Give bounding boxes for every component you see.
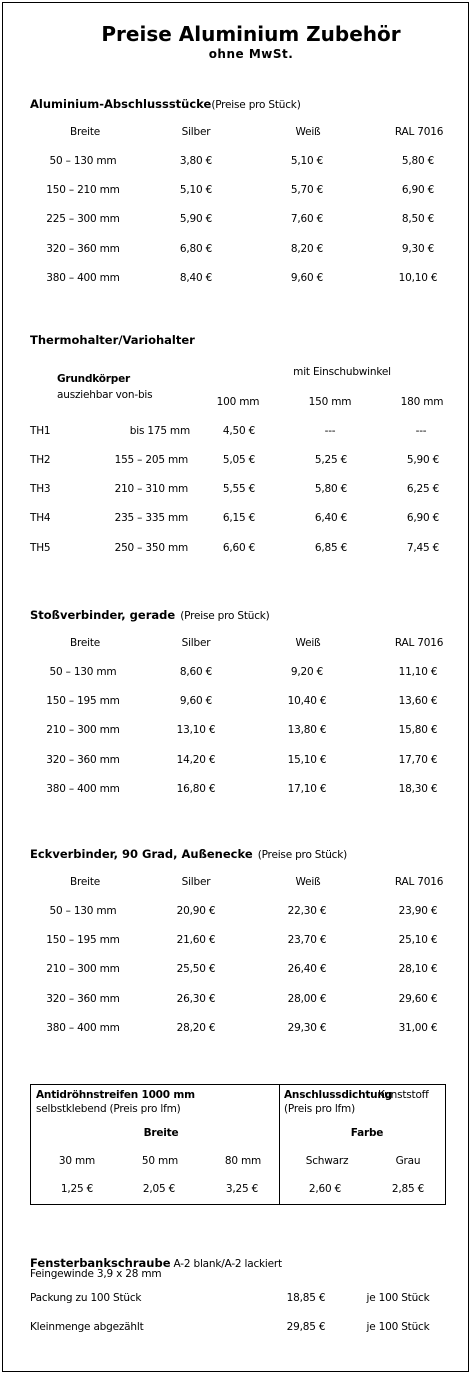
thermo-einschub-label: mit Einschubwinkel xyxy=(293,366,391,378)
table-cell: 9,60 € xyxy=(179,695,213,707)
dichtung-price: 2,85 € xyxy=(391,1183,425,1195)
table-cell: 8,50 € xyxy=(401,213,435,225)
table-cell: 320 – 360 mm xyxy=(46,754,120,766)
table-cell: 23,90 € xyxy=(398,905,438,917)
antidroehn-price: 3,25 € xyxy=(225,1183,259,1195)
dichtung-col: Schwarz xyxy=(305,1155,349,1167)
table-cell: 320 – 360 mm xyxy=(46,993,120,1005)
table-cell: 17,70 € xyxy=(398,754,438,766)
table-cell: 210 – 300 mm xyxy=(46,724,120,736)
col-header-breite: Breite xyxy=(69,876,101,888)
thermo-col-100: 100 mm xyxy=(216,396,260,408)
box-divider xyxy=(279,1084,280,1205)
table-cell: 225 – 300 mm xyxy=(46,213,120,225)
table-cell: 28,00 € xyxy=(287,993,327,1005)
table-cell: 250 – 350 mm xyxy=(114,542,188,554)
col-header-silber: Silber xyxy=(181,637,211,649)
table-cell: 6,90 € xyxy=(406,512,440,524)
table-cell: 235 – 335 mm xyxy=(114,512,188,524)
table-cell: 31,00 € xyxy=(398,1022,438,1034)
schraube-row-label: Packung zu 100 Stück xyxy=(30,1292,142,1304)
table-cell: 17,10 € xyxy=(287,783,327,795)
table-cell: 8,40 € xyxy=(179,272,213,284)
antidroehn-price: 2,05 € xyxy=(142,1183,176,1195)
table-cell: 8,60 € xyxy=(179,666,213,678)
table-cell: 18,30 € xyxy=(398,783,438,795)
page-subtitle: ohne MwSt. xyxy=(208,47,294,61)
table-cell: 29,60 € xyxy=(398,993,438,1005)
section-note: (Preise pro Stück) xyxy=(180,610,270,622)
dichtung-price: 2,60 € xyxy=(308,1183,342,1195)
table-cell: 5,70 € xyxy=(290,184,324,196)
table-cell: 9,60 € xyxy=(290,272,324,284)
dichtung-kunststoff: Kunststoff xyxy=(378,1089,429,1101)
table-cell: 26,30 € xyxy=(176,993,216,1005)
table-cell: 50 – 130 mm xyxy=(49,905,117,917)
table-cell: 210 – 300 mm xyxy=(46,963,120,975)
table-cell: 380 – 400 mm xyxy=(46,272,120,284)
section-eck-heading xyxy=(30,843,347,862)
table-cell: 6,25 € xyxy=(406,483,440,495)
table-cell: 13,60 € xyxy=(398,695,438,707)
antidroehn-col: 30 mm xyxy=(58,1155,96,1167)
antidroehn-price: 1,25 € xyxy=(60,1183,94,1195)
table-cell: bis 175 mm xyxy=(129,425,190,437)
table-cell: 210 – 310 mm xyxy=(114,483,188,495)
table-cell: TH5 xyxy=(30,542,51,554)
table-cell: 5,90 € xyxy=(406,454,440,466)
thermo-ausziehbar-label: ausziehbar von-bis xyxy=(57,389,153,401)
schraube-row-price: 29,85 € xyxy=(286,1321,326,1333)
table-cell: TH2 xyxy=(30,454,51,466)
table-cell: 15,10 € xyxy=(287,754,327,766)
table-cell: 5,25 € xyxy=(314,454,348,466)
table-cell: 13,10 € xyxy=(176,724,216,736)
table-cell: 14,20 € xyxy=(176,754,216,766)
table-cell: 16,80 € xyxy=(176,783,216,795)
table-cell: 150 – 195 mm xyxy=(46,695,120,707)
table-cell: 4,50 € xyxy=(222,425,256,437)
dichtung-title: Anschlussdichtung xyxy=(284,1089,393,1101)
col-header-weiss: Weiß xyxy=(295,126,321,138)
col-header-weiss: Weiß xyxy=(295,876,321,888)
table-cell: --- xyxy=(324,425,336,437)
schraube-subtitle: Feingewinde 3,9 x 28 mm xyxy=(30,1268,162,1280)
table-cell: 28,20 € xyxy=(176,1022,216,1034)
table-cell: 380 – 400 mm xyxy=(46,1022,120,1034)
table-cell: 6,80 € xyxy=(179,243,213,255)
col-header-weiss: Weiß xyxy=(295,637,321,649)
antidroehn-title: Antidröhnstreifen 1000 mm xyxy=(36,1089,195,1101)
schraube-row-label: Kleinmenge abgezählt xyxy=(30,1321,144,1333)
schraube-variant: A-2 blank/A-2 lackiert xyxy=(173,1258,282,1270)
col-header-breite: Breite xyxy=(69,637,101,649)
table-cell: 10,40 € xyxy=(287,695,327,707)
table-cell: 50 – 130 mm xyxy=(49,155,117,167)
col-header-breite: Breite xyxy=(69,126,101,138)
table-cell: 6,40 € xyxy=(314,512,348,524)
table-cell: 8,20 € xyxy=(290,243,324,255)
schraube-row-price: 18,85 € xyxy=(286,1292,326,1304)
table-cell: --- xyxy=(415,425,427,437)
col-header-ral: RAL 7016 xyxy=(394,637,444,649)
table-cell: 320 – 360 mm xyxy=(46,243,120,255)
section-abschluss-heading xyxy=(30,93,301,112)
table-cell: 3,80 € xyxy=(179,155,213,167)
section-title: Fensterbankschraube xyxy=(30,1256,171,1270)
section-note: (Preise pro Stück) xyxy=(211,99,301,111)
table-cell: 6,85 € xyxy=(314,542,348,554)
antidroehn-group-label: Breite xyxy=(143,1127,179,1139)
table-cell: 6,60 € xyxy=(222,542,256,554)
table-cell: 5,10 € xyxy=(290,155,324,167)
dichtung-group-label: Farbe xyxy=(350,1127,384,1139)
table-cell: 5,55 € xyxy=(222,483,256,495)
dichtung-subtitle: (Preis pro lfm) xyxy=(284,1103,355,1115)
antidroehn-col: 80 mm xyxy=(224,1155,262,1167)
col-header-silber: Silber xyxy=(181,876,211,888)
section-thermo-title: Thermohalter/Variohalter xyxy=(30,333,195,347)
table-cell: 25,10 € xyxy=(398,934,438,946)
thermo-col-180: 180 mm xyxy=(400,396,444,408)
table-cell: 23,70 € xyxy=(287,934,327,946)
section-title: Stoßverbinder, gerade xyxy=(30,608,176,622)
table-cell: TH4 xyxy=(30,512,51,524)
table-cell: 7,60 € xyxy=(290,213,324,225)
table-cell: 380 – 400 mm xyxy=(46,783,120,795)
table-cell: 9,20 € xyxy=(290,666,324,678)
table-cell: 5,10 € xyxy=(179,184,213,196)
table-cell: 20,90 € xyxy=(176,905,216,917)
page-title: Preise Aluminium Zubehör xyxy=(101,22,401,46)
schraube-row-unit: je 100 Stück xyxy=(366,1292,430,1304)
thermo-col-150: 150 mm xyxy=(308,396,352,408)
table-cell: 5,90 € xyxy=(179,213,213,225)
col-header-ral: RAL 7016 xyxy=(394,126,444,138)
table-cell: TH3 xyxy=(30,483,51,495)
table-cell: 5,05 € xyxy=(222,454,256,466)
section-title: Aluminium-Abschlussstücke xyxy=(30,97,212,111)
table-cell: 28,10 € xyxy=(398,963,438,975)
table-cell: 5,80 € xyxy=(401,155,435,167)
table-cell: 6,15 € xyxy=(222,512,256,524)
antidroehn-subtitle: selbstklebend (Preis pro lfm) xyxy=(36,1103,181,1115)
table-cell: 6,90 € xyxy=(401,184,435,196)
thermo-grundkoerper-label: Grundkörper xyxy=(57,373,130,385)
table-cell: 15,80 € xyxy=(398,724,438,736)
section-title: Eckverbinder, 90 Grad, Außenecke xyxy=(30,847,253,861)
table-cell: 26,40 € xyxy=(287,963,327,975)
table-cell: TH1 xyxy=(30,425,51,437)
table-cell: 5,80 € xyxy=(314,483,348,495)
col-header-ral: RAL 7016 xyxy=(394,876,444,888)
table-cell: 29,30 € xyxy=(287,1022,327,1034)
table-cell: 13,80 € xyxy=(287,724,327,736)
table-cell: 11,10 € xyxy=(398,666,438,678)
schraube-row-unit: je 100 Stück xyxy=(366,1321,430,1333)
table-cell: 150 – 210 mm xyxy=(46,184,120,196)
table-cell: 25,50 € xyxy=(176,963,216,975)
section-stoss-heading xyxy=(30,604,270,623)
table-cell: 150 – 195 mm xyxy=(46,934,120,946)
table-cell: 9,30 € xyxy=(401,243,435,255)
table-cell: 50 – 130 mm xyxy=(49,666,117,678)
section-note: (Preise pro Stück) xyxy=(257,849,347,861)
table-cell: 21,60 € xyxy=(176,934,216,946)
table-cell: 7,45 € xyxy=(406,542,440,554)
antidroehn-col: 50 mm xyxy=(141,1155,179,1167)
table-cell: 22,30 € xyxy=(287,905,327,917)
col-header-silber: Silber xyxy=(181,126,211,138)
dichtung-col: Grau xyxy=(395,1155,421,1167)
table-cell: 155 – 205 mm xyxy=(114,454,188,466)
table-cell: 10,10 € xyxy=(398,272,438,284)
